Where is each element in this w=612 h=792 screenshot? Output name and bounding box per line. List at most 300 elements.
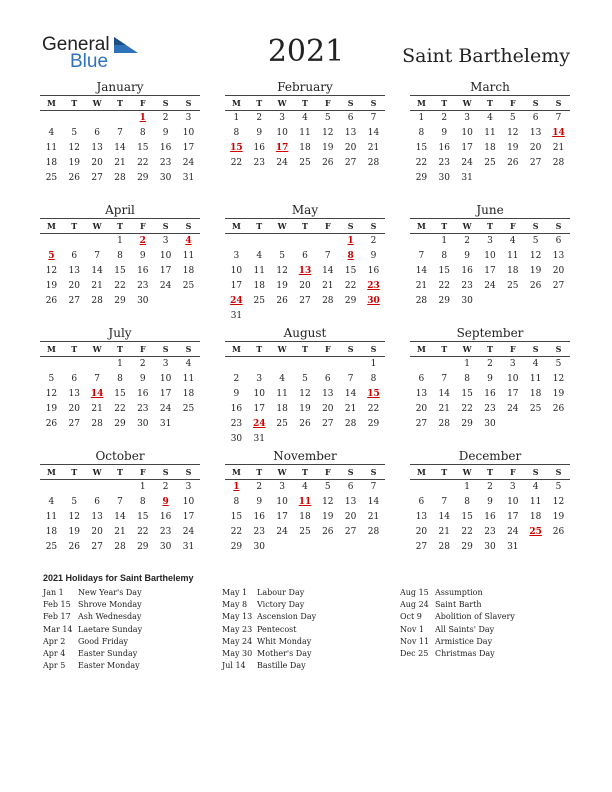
empty-day-cell (524, 540, 547, 555)
day-cell: 7 (418, 251, 425, 261)
day-cell: 5 (555, 482, 562, 492)
day-cell: 15 (137, 512, 149, 522)
day-cell: 6 (347, 482, 354, 492)
day-cell: 15 (461, 512, 473, 522)
holiday-date: May 30 (222, 648, 253, 658)
weekday-label: T (256, 344, 263, 354)
day-cell: 7 (441, 497, 448, 507)
day-cell: 10 (276, 497, 288, 507)
day-cell: 2 (370, 236, 377, 246)
day-cell: 25 (276, 419, 288, 429)
day-cell: 23 (484, 404, 496, 414)
day-cell: 17 (159, 266, 172, 276)
day-cell: 26 (552, 404, 565, 414)
day-cell: 20 (299, 281, 311, 291)
day-cell: 1 (464, 482, 470, 492)
weekday-label: T (486, 344, 493, 354)
day-cell: 12 (322, 128, 334, 138)
day-cell: 11 (529, 374, 542, 384)
day-cell: 19 (552, 389, 565, 399)
holiday-name: Abolition of Slavery (435, 612, 515, 622)
holiday-date: Oct 9 (400, 612, 422, 622)
day-cell: 9 (139, 251, 146, 261)
holiday-day-cell: 25 (529, 527, 542, 537)
weekday-label: M (231, 344, 241, 354)
day-cell: 2 (233, 374, 240, 384)
day-cell: 26 (45, 419, 58, 429)
day-cell: 14 (114, 512, 126, 522)
day-cell: 27 (344, 158, 357, 168)
weekday-label: M (416, 221, 426, 231)
week-row (410, 540, 570, 555)
week-row (40, 279, 200, 294)
weekday-label: F (509, 467, 516, 477)
empty-day-cell (294, 357, 317, 372)
month-name: January (96, 80, 144, 94)
holiday-item (222, 587, 397, 599)
holiday-day-cell: 24 (253, 419, 266, 429)
day-cell: 2 (464, 236, 470, 246)
day-cell: 28 (114, 173, 126, 183)
day-cell: 13 (415, 512, 428, 522)
holiday-day-cell: 4 (185, 236, 192, 246)
weekday-label: F (509, 344, 516, 354)
week-row (40, 249, 200, 264)
weekday-label: T (441, 221, 448, 231)
weekday-label: W (462, 344, 472, 354)
day-cell: 22 (137, 527, 149, 537)
holiday-item (222, 599, 397, 611)
day-cell: 30 (137, 296, 149, 306)
day-cell: 16 (367, 266, 380, 276)
empty-day-cell (339, 432, 362, 447)
empty-day-cell (294, 234, 317, 249)
week-row (410, 510, 570, 525)
day-cell: 28 (415, 296, 428, 306)
day-cell: 1 (117, 236, 123, 246)
week-row (40, 402, 200, 417)
weekday-label: W (277, 467, 287, 477)
week-row (225, 279, 385, 294)
day-cell: 7 (555, 113, 562, 123)
day-cell: 13 (91, 512, 103, 522)
weekday-label: M (46, 467, 56, 477)
day-cell: 1 (464, 359, 470, 369)
holiday-day-cell: 30 (367, 296, 380, 306)
weekday-label: T (301, 221, 308, 231)
week-row (410, 156, 570, 171)
day-cell: 21 (91, 281, 103, 291)
day-cell: 6 (94, 497, 100, 507)
weekday-label: F (139, 221, 146, 231)
holiday-name: Victory Day (257, 600, 305, 610)
day-cell: 29 (367, 419, 380, 429)
day-cell: 15 (230, 512, 243, 522)
logo-text-blue: Blue (70, 51, 109, 72)
weekday-header (40, 219, 200, 233)
day-cell: 19 (529, 266, 542, 276)
empty-day-cell (410, 480, 433, 495)
holiday-name: Armistice Day (435, 636, 493, 646)
day-cell: 31 (507, 542, 519, 552)
day-cell: 17 (253, 404, 265, 414)
day-cell: 21 (438, 404, 450, 414)
week-row (40, 171, 200, 186)
empty-day-cell (177, 417, 200, 432)
holiday-date: Apr 2 (43, 636, 66, 646)
day-cell: 6 (555, 236, 562, 246)
empty-day-cell (63, 480, 86, 495)
empty-day-cell (271, 357, 294, 372)
day-cell: 4 (48, 128, 55, 138)
day-cell: 15 (461, 389, 473, 399)
weekday-label: S (370, 467, 377, 477)
day-cell: 18 (507, 266, 519, 276)
day-cell: 15 (438, 266, 450, 276)
empty-day-cell (225, 234, 248, 249)
day-cell: 21 (114, 527, 126, 537)
week-row (410, 141, 570, 156)
empty-day-cell (547, 540, 570, 555)
weekday-label: S (532, 344, 539, 354)
day-cell: 7 (117, 128, 123, 138)
day-cell: 22 (367, 404, 380, 414)
week-row (410, 171, 570, 186)
day-cell: 5 (509, 113, 516, 123)
weekday-label: S (555, 98, 562, 108)
day-cell: 5 (555, 359, 562, 369)
weekday-label: T (71, 467, 78, 477)
day-cell: 5 (71, 497, 78, 507)
week-row (410, 249, 570, 264)
empty-day-cell (316, 234, 339, 249)
day-cell: 14 (322, 266, 334, 276)
day-cell: 27 (299, 296, 311, 306)
holiday-item (43, 587, 218, 599)
month-september (410, 325, 570, 432)
day-cell: 18 (45, 158, 58, 168)
empty-day-cell (86, 111, 109, 126)
week-row (40, 294, 200, 309)
day-cell: 2 (162, 482, 169, 492)
holiday-item (400, 624, 575, 636)
month-march (410, 79, 570, 186)
day-cell: 3 (233, 251, 240, 261)
day-cell: 7 (347, 374, 354, 384)
day-cell: 2 (256, 482, 263, 492)
day-cell: 12 (552, 497, 565, 507)
day-cell: 7 (370, 113, 377, 123)
day-cell: 15 (415, 143, 428, 153)
holiday-date: May 24 (222, 636, 253, 646)
weekday-label: T (71, 344, 78, 354)
day-cell: 17 (182, 512, 195, 522)
empty-day-cell (63, 357, 86, 372)
day-cell: 23 (438, 158, 450, 168)
weekday-label: W (92, 344, 102, 354)
day-cell: 22 (461, 404, 473, 414)
weekday-label: W (92, 467, 102, 477)
day-cell: 4 (185, 359, 192, 369)
day-cell: 4 (302, 482, 308, 492)
day-cell: 26 (322, 158, 334, 168)
weekday-label: W (277, 221, 287, 231)
weekday-label: S (185, 344, 192, 354)
holiday-day-cell: 15 (230, 143, 243, 153)
day-cell: 25 (484, 158, 496, 168)
day-cell: 10 (159, 374, 172, 384)
day-cell: 26 (299, 419, 311, 429)
day-cell: 3 (509, 359, 516, 369)
day-cell: 12 (299, 389, 311, 399)
week-row (410, 495, 570, 510)
weekday-label: T (71, 98, 78, 108)
week-row (225, 525, 385, 540)
day-cell: 12 (276, 266, 288, 276)
empty-day-cell (294, 432, 317, 447)
day-cell: 28 (322, 296, 334, 306)
day-cell: 21 (322, 281, 334, 291)
day-cell: 23 (159, 527, 172, 537)
week-row (225, 234, 385, 249)
weekday-label: S (347, 98, 354, 108)
month-april (40, 202, 200, 309)
day-cell: 29 (114, 419, 126, 429)
day-cell: 22 (114, 281, 126, 291)
day-cell: 8 (139, 128, 146, 138)
weekday-label: T (441, 344, 448, 354)
day-cell: 25 (299, 527, 311, 537)
day-cell: 19 (68, 158, 80, 168)
weekday-label: F (509, 221, 516, 231)
weekday-label: F (324, 98, 331, 108)
day-cell: 15 (114, 266, 126, 276)
weekday-label: S (555, 221, 562, 231)
day-cell: 31 (461, 173, 473, 183)
holiday-name: Bastille Day (257, 661, 306, 671)
week-row (40, 141, 200, 156)
day-cell: 26 (507, 158, 519, 168)
weekday-label: T (116, 98, 123, 108)
week-row (410, 294, 570, 309)
day-cell: 12 (68, 512, 80, 522)
week-row (225, 249, 385, 264)
weekday-header (410, 342, 570, 356)
holiday-name: Assumption (435, 588, 483, 597)
weekday-label: W (462, 221, 472, 231)
day-cell: 28 (367, 527, 380, 537)
day-cell: 22 (461, 527, 473, 537)
holiday-name: New Year's Day (78, 588, 142, 597)
day-cell: 27 (415, 419, 428, 429)
month-name: April (105, 203, 135, 217)
empty-day-cell (410, 234, 433, 249)
empty-day-cell (271, 234, 294, 249)
day-cell: 14 (344, 389, 357, 399)
holiday-item (222, 636, 397, 648)
day-cell: 7 (94, 251, 100, 261)
weekday-header (410, 96, 570, 110)
day-cell: 27 (552, 281, 565, 291)
day-cell: 18 (299, 512, 311, 522)
day-cell: 18 (299, 143, 311, 153)
day-cell: 7 (370, 482, 377, 492)
holiday-day-cell: 5 (48, 251, 55, 261)
day-cell: 24 (159, 281, 172, 291)
empty-day-cell (225, 357, 248, 372)
day-cell: 25 (182, 281, 195, 291)
day-cell: 8 (464, 374, 470, 384)
day-cell: 26 (276, 296, 288, 306)
empty-day-cell (40, 357, 63, 372)
day-cell: 19 (45, 404, 58, 414)
day-cell: 25 (507, 281, 519, 291)
day-cell: 13 (68, 389, 80, 399)
day-cell: 3 (185, 482, 192, 492)
holiday-day-cell: 8 (347, 251, 354, 261)
week-row (40, 357, 200, 372)
day-cell: 6 (324, 374, 331, 384)
day-cell: 10 (461, 128, 473, 138)
day-cell: 3 (185, 113, 192, 123)
week-row (410, 402, 570, 417)
day-cell: 22 (114, 404, 126, 414)
day-cell: 27 (91, 542, 103, 552)
day-cell: 7 (324, 251, 331, 261)
month-name: August (283, 326, 327, 340)
day-cell: 16 (438, 143, 450, 153)
weekday-label: M (416, 98, 426, 108)
day-cell: 4 (532, 482, 539, 492)
empty-day-cell (248, 234, 271, 249)
day-cell: 25 (45, 173, 58, 183)
holiday-day-cell: 9 (162, 497, 169, 507)
empty-day-cell (316, 357, 339, 372)
day-cell: 8 (464, 497, 470, 507)
holidays-title: 2021 Holidays for Saint Barthelemy (43, 573, 194, 583)
holiday-day-cell: 13 (298, 266, 312, 276)
day-cell: 6 (532, 113, 539, 123)
day-cell: 24 (182, 158, 195, 168)
holiday-name: Good Friday (78, 636, 129, 646)
empty-day-cell (271, 540, 294, 555)
day-cell: 11 (529, 497, 542, 507)
day-cell: 10 (230, 266, 243, 276)
day-cell: 3 (256, 374, 263, 384)
weekday-label: S (347, 467, 354, 477)
day-cell: 18 (529, 512, 542, 522)
week-row (40, 387, 200, 402)
empty-day-cell (248, 309, 271, 324)
day-cell: 20 (344, 143, 357, 153)
month-january (40, 79, 200, 186)
day-cell: 27 (68, 419, 80, 429)
empty-day-cell (524, 417, 547, 432)
holiday-item (222, 624, 397, 636)
day-cell: 24 (507, 527, 519, 537)
day-cell: 6 (71, 251, 78, 261)
holiday-date: Apr 4 (43, 648, 66, 658)
weekday-label: M (231, 98, 241, 108)
empty-day-cell (316, 432, 339, 447)
day-cell: 1 (233, 113, 240, 123)
day-cell: 2 (441, 113, 448, 123)
day-cell: 24 (507, 404, 519, 414)
week-row (40, 510, 200, 525)
day-cell: 23 (137, 404, 149, 414)
day-cell: 31 (253, 434, 265, 444)
day-cell: 4 (487, 113, 493, 123)
day-cell: 29 (461, 419, 473, 429)
month-december (410, 448, 570, 555)
day-cell: 7 (94, 374, 100, 384)
weekday-label: S (162, 221, 169, 231)
day-cell: 10 (253, 389, 265, 399)
weekday-label: S (555, 344, 562, 354)
day-cell: 18 (182, 389, 195, 399)
holiday-name: Shrove Monday (78, 600, 142, 610)
day-cell: 9 (256, 497, 263, 507)
month-july (40, 325, 200, 432)
day-cell: 26 (68, 542, 80, 552)
week-row (410, 111, 570, 126)
day-cell: 25 (182, 404, 195, 414)
empty-day-cell (63, 234, 86, 249)
day-cell: 5 (532, 236, 539, 246)
day-cell: 11 (253, 266, 265, 276)
empty-day-cell (524, 294, 547, 309)
month-name: November (273, 449, 337, 463)
day-cell: 1 (441, 236, 448, 246)
empty-day-cell (271, 432, 294, 447)
day-cell: 5 (71, 128, 78, 138)
day-cell: 29 (438, 296, 450, 306)
month-june (410, 202, 570, 309)
month-name: May (291, 203, 319, 217)
day-cell: 13 (91, 143, 103, 153)
week-row (225, 510, 385, 525)
holiday-day-cell: 15 (367, 389, 380, 399)
day-cell: 23 (159, 158, 172, 168)
empty-day-cell (154, 294, 177, 309)
holiday-day-cell: 2 (139, 236, 146, 246)
month-name: February (277, 80, 333, 94)
day-cell: 13 (344, 497, 357, 507)
weekday-label: T (486, 221, 493, 231)
day-cell: 30 (253, 542, 265, 552)
day-cell: 1 (370, 359, 377, 369)
month-name: July (108, 326, 132, 340)
holiday-date: May 23 (222, 624, 253, 634)
week-row (410, 525, 570, 540)
holiday-day-cell: 14 (90, 389, 104, 399)
weekday-label: M (416, 344, 426, 354)
month-name: March (470, 80, 510, 94)
weekday-label: M (416, 467, 426, 477)
weekday-label: F (139, 344, 146, 354)
day-cell: 5 (279, 251, 285, 261)
weekday-label: T (256, 221, 263, 231)
day-cell: 10 (159, 251, 172, 261)
holiday-name: Pentecost (257, 624, 297, 634)
day-cell: 19 (45, 281, 58, 291)
weekday-label: F (139, 98, 146, 108)
week-row (40, 264, 200, 279)
weekday-header (225, 96, 385, 110)
day-cell: 21 (438, 527, 450, 537)
holiday-item (222, 660, 397, 672)
week-row (225, 540, 385, 555)
